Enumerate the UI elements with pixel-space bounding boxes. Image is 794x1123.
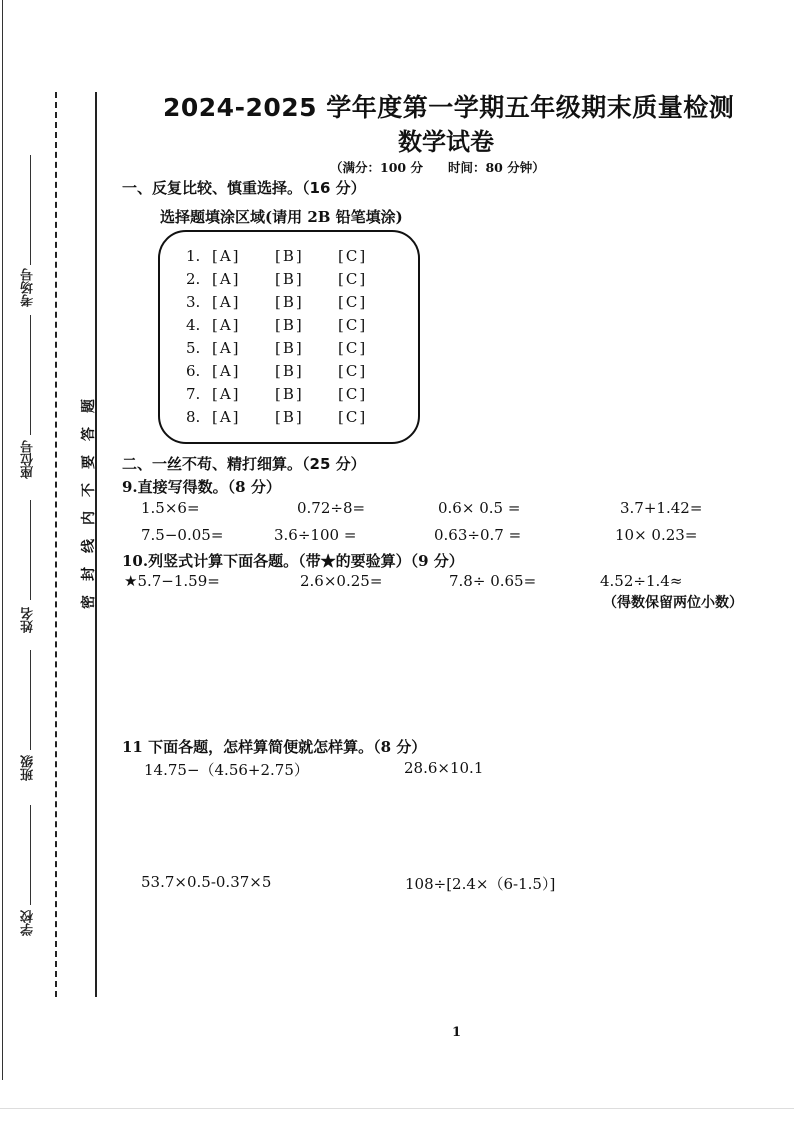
seal-char: 内	[81, 511, 97, 525]
name-label: 姓名	[21, 607, 36, 633]
answer-row	[186, 339, 401, 357]
q9-item: 7.5−0.05=	[141, 526, 224, 544]
exam-title: 2024-2025 学年度第一学期五年级期末质量检测	[163, 93, 735, 122]
answer-row	[186, 362, 401, 380]
q9-item: 0.6× 0.5 =	[438, 499, 521, 517]
q11-item: 53.7×0.5-0.37×5	[141, 873, 272, 891]
option-b[interactable]: [B]	[275, 270, 304, 288]
answer-row	[186, 247, 401, 265]
answer-row-number: 4.	[186, 316, 201, 334]
option-b[interactable]: [B]	[275, 408, 304, 426]
binding-dashed-line	[55, 92, 57, 997]
school-label: 学校	[21, 910, 36, 936]
option-b[interactable]: [B]	[275, 316, 304, 334]
answer-row-number: 6.	[186, 362, 201, 380]
seal-char: 要	[81, 455, 97, 469]
q10-item: ★5.7−1.59=	[124, 572, 220, 590]
answer-row	[186, 316, 401, 334]
q10-item: 2.6×0.25=	[300, 572, 383, 590]
q9-item: 3.7+1.42=	[620, 499, 703, 517]
seal-char: 密	[81, 595, 97, 609]
section2-heading: 二、一丝不苟、精打细算。（25 分）	[122, 455, 366, 473]
exam-meta: （满分：100 分 时间：80 分钟）	[330, 160, 545, 175]
q10-rounding-note: （得数保留两位小数）	[603, 595, 743, 611]
option-a[interactable]: [A]	[212, 408, 241, 426]
option-a[interactable]: [A]	[212, 293, 241, 311]
option-a[interactable]: [A]	[212, 247, 241, 265]
exam-room-blank	[30, 155, 31, 265]
answer-row	[186, 270, 401, 288]
q9-item: 0.72÷8=	[297, 499, 366, 517]
q9-item: 10× 0.23=	[615, 526, 698, 544]
option-c[interactable]: [C]	[338, 339, 368, 357]
answer-row-number: 2.	[186, 270, 201, 288]
option-b[interactable]: [B]	[275, 247, 304, 265]
seal-char: 不	[81, 483, 97, 497]
seal-char: 答	[81, 427, 97, 441]
class-blank	[30, 650, 31, 750]
exam-subtitle: 数学试卷	[398, 128, 494, 156]
option-b[interactable]: [B]	[275, 385, 304, 403]
q10-item: 7.8÷ 0.65=	[449, 572, 537, 590]
q11-item: 28.6×10.1	[404, 759, 484, 777]
answer-row-number: 8.	[186, 408, 201, 426]
fill-area-label: 选择题填涂区域(请用 2B 铅笔填涂)	[160, 208, 403, 226]
option-c[interactable]: [C]	[338, 316, 368, 334]
option-c[interactable]: [C]	[338, 247, 368, 265]
option-c[interactable]: [C]	[338, 408, 368, 426]
q9-item: 1.5×6=	[141, 499, 200, 517]
seal-char: 线	[81, 539, 97, 553]
answer-row-number: 1.	[186, 247, 201, 265]
page-bottom-line	[0, 1108, 794, 1109]
q9-label: 9.直接写得数。（8 分）	[122, 478, 281, 496]
q11-label: 11 下面各题，怎样算简便就怎样算。（8 分）	[122, 738, 427, 756]
q10-item: 4.52÷1.4≈	[600, 572, 683, 590]
name-blank	[30, 500, 31, 600]
seal-line-notice	[80, 392, 98, 616]
option-a[interactable]: [A]	[212, 362, 241, 380]
section1-heading: 一、反复比较、慎重选择。（16 分）	[122, 179, 366, 197]
answer-row-number: 3.	[186, 293, 201, 311]
option-a[interactable]: [A]	[212, 385, 241, 403]
option-c[interactable]: [C]	[338, 385, 368, 403]
q11-item: 14.75−（4.56+2.75）	[144, 761, 309, 779]
answer-row	[186, 293, 401, 311]
option-c[interactable]: [C]	[338, 270, 368, 288]
option-a[interactable]: [A]	[212, 339, 241, 357]
q11-item: 108÷[2.4×（6-1.5）]	[405, 875, 556, 893]
exam-room-label: 考场号	[21, 268, 36, 307]
q9-item: 0.63÷0.7 =	[434, 526, 522, 544]
page-edge-line	[2, 0, 3, 1080]
answer-row-number: 7.	[186, 385, 201, 403]
option-b[interactable]: [B]	[275, 362, 304, 380]
seat-blank	[30, 315, 31, 435]
answer-row	[186, 408, 401, 426]
seal-char: 封	[81, 567, 97, 581]
class-label: 班级	[21, 755, 36, 781]
option-b[interactable]: [B]	[275, 339, 304, 357]
answer-row-number: 5.	[186, 339, 201, 357]
seal-char: 题	[81, 399, 97, 413]
answer-row	[186, 385, 401, 403]
option-b[interactable]: [B]	[275, 293, 304, 311]
option-a[interactable]: [A]	[212, 316, 241, 334]
option-c[interactable]: [C]	[338, 362, 368, 380]
q10-label: 10.列竖式计算下面各题。（带★的要验算）（9 分）	[122, 552, 464, 570]
seat-label: 座位号	[21, 440, 36, 479]
option-a[interactable]: [A]	[212, 270, 241, 288]
school-blank	[30, 805, 31, 905]
page-number: 1	[452, 1025, 462, 1040]
q9-item: 3.6÷100 =	[274, 526, 357, 544]
option-c[interactable]: [C]	[338, 293, 368, 311]
